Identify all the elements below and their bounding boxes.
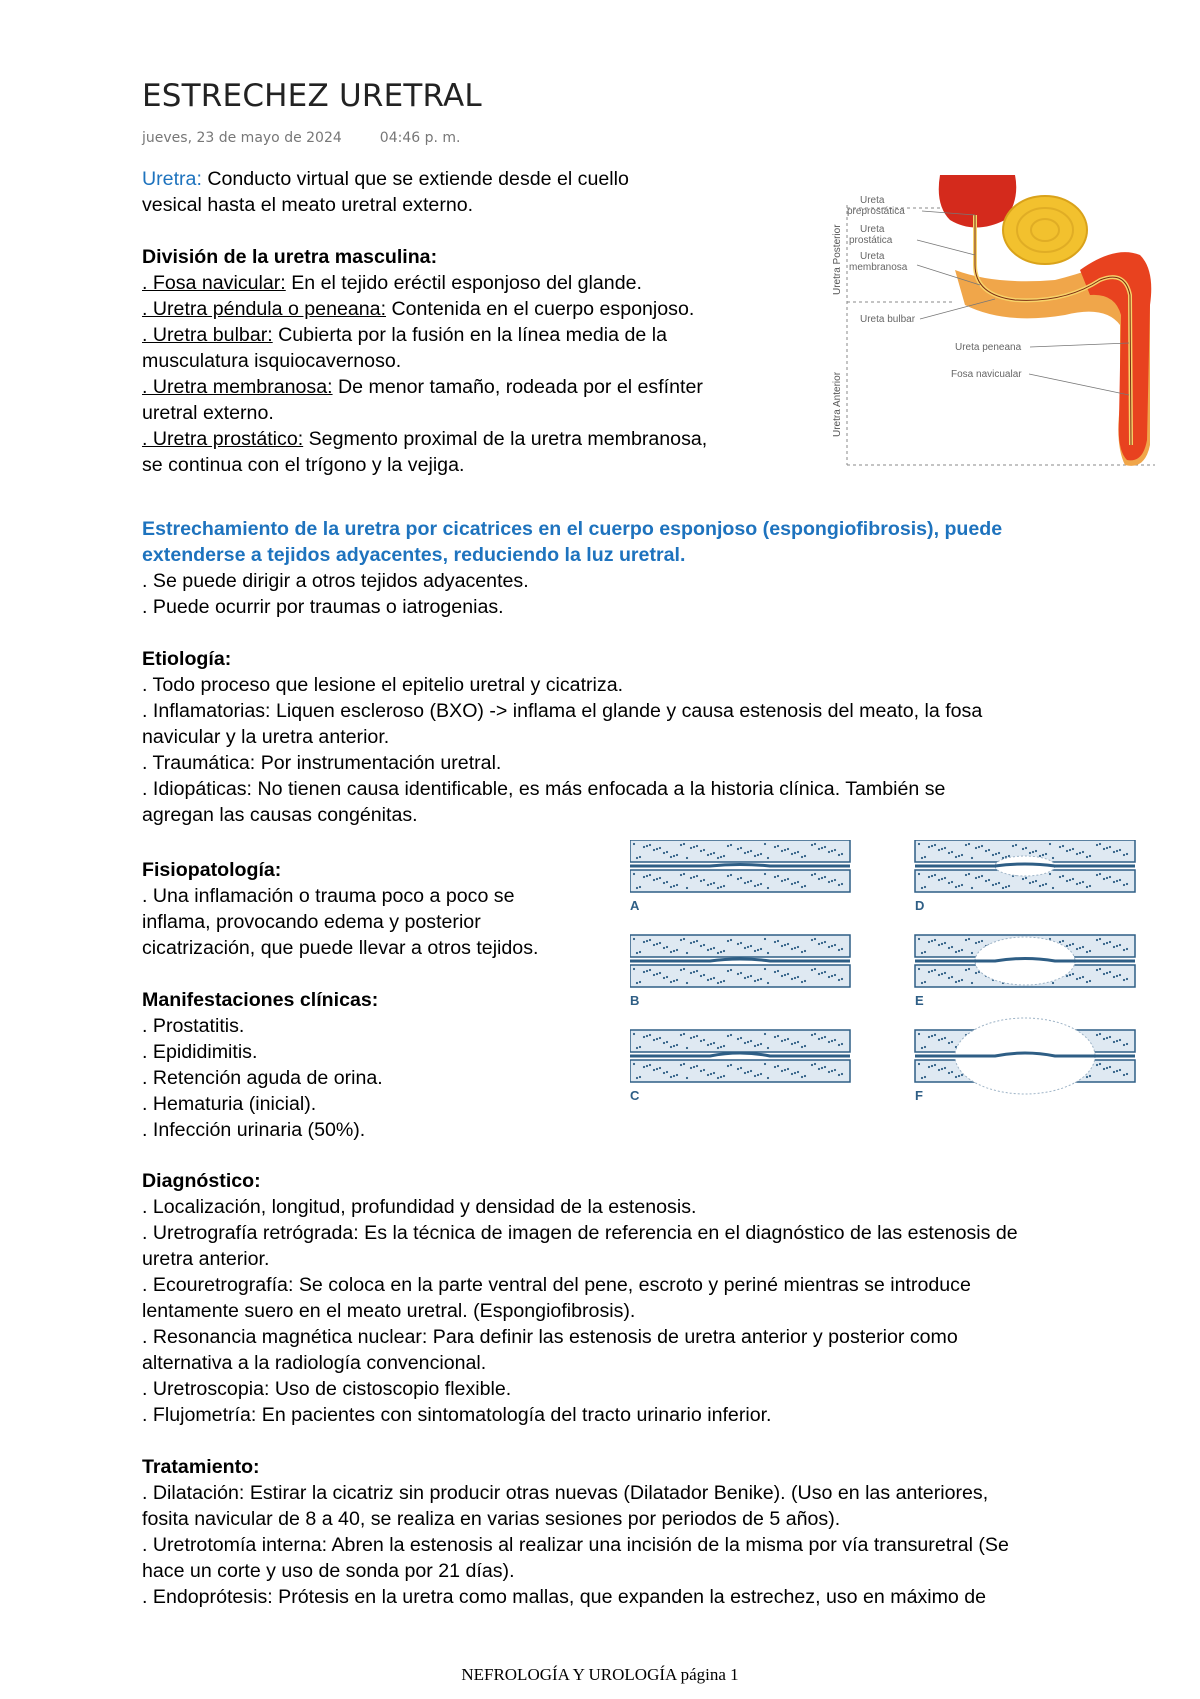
- list-item: . Prostatitis.: [142, 1015, 245, 1037]
- diagnostico-heading: Diagnóstico:: [142, 1170, 261, 1192]
- division-item: . Uretra bulbar: Cubierta por la fusión en la línea media de la: [142, 324, 667, 346]
- list-item: . Una inflamación o trauma poco a poco se: [142, 885, 515, 907]
- list-item: . Uretroscopia: Uso de cistoscopio flexible.: [142, 1378, 512, 1400]
- panel-letter: B: [630, 993, 640, 1008]
- etiologia-heading: Etiología:: [142, 648, 232, 670]
- list-item: . Endoprótesis: Prótesis en la uretra como mallas, que expanden la estrechez, uso en máximo de: [142, 1586, 987, 1608]
- list-item: . Hematuria (inicial).: [142, 1093, 317, 1115]
- division-item: . Uretra prostático: Segmento proximal de la uretra membranosa,: [142, 428, 708, 450]
- stricture-panel-d: [915, 840, 1135, 913]
- list-item: . Puede ocurrir por traumas o iatrogenias.: [142, 596, 504, 618]
- list-item: agregan las causas congénitas.: [142, 804, 418, 826]
- page-time: 04:46 p. m.: [379, 130, 461, 146]
- side-label-posterior: Uretra Posterior: [832, 224, 843, 295]
- urethra-anatomy-figure: [825, 175, 1155, 475]
- svg-text:Ureta peneana: Ureta peneana: [955, 342, 1022, 353]
- list-item: uretra anterior.: [142, 1248, 270, 1270]
- side-label-anterior: Uretra Anterior: [832, 371, 843, 437]
- estrechamiento-heading: Estrechamiento de la uretra por cicatrices en el cuerpo esponjoso (espongiofibrosis), puede: [142, 518, 1003, 540]
- list-item: . Infección urinaria (50%).: [142, 1119, 366, 1141]
- date-line: [142, 130, 460, 146]
- list-item: . Flujometría: En pacientes con sintomatología del tracto urinario inferior.: [142, 1404, 772, 1426]
- page-footer: NEFROLOGÍA Y UROLOGÍA página 1: [461, 1665, 739, 1684]
- list-item: . Resonancia magnética nuclear: Para definir las estenosis de uretra anterior y posterior como: [142, 1326, 958, 1348]
- page-title: ESTRECHEZ URETRAL: [142, 78, 482, 114]
- panel-letter: F: [915, 1088, 923, 1103]
- list-item: inflama, provocando edema y posterior: [142, 911, 481, 933]
- svg-text:membranosa: membranosa: [849, 262, 908, 273]
- list-item: . Todo proceso que lesione el epitelio uretral y cicatriza.: [142, 674, 624, 696]
- list-item: . Ecouretrografía: Se coloca en la parte ventral del pene, escroto y periné mientras se introduce: [142, 1274, 971, 1296]
- list-item: . Idiopáticas: No tienen causa identificable, es más enfocada a la historia clínica. También se: [142, 778, 946, 800]
- list-item: lentamente suero en el meato uretral. (Espongiofibrosis).: [142, 1300, 636, 1322]
- stricture-panel-b: [630, 935, 850, 1008]
- stricture-panel-a: [630, 840, 850, 913]
- section-estrechamiento: [142, 516, 1182, 828]
- panel-letter: E: [915, 993, 924, 1008]
- list-item: cicatrización, que puede llevar a otros tejidos.: [142, 937, 539, 959]
- stricture-panel-e: [915, 935, 1135, 1008]
- list-item: . Inflamatorias: Liquen escleroso (BXO) -> inflama el glande y causa estenosis del meato, la fosa: [142, 700, 983, 722]
- svg-text:prostática: prostática: [849, 235, 893, 246]
- list-item: hace un corte y uso de sonda por 21 días).: [142, 1560, 515, 1582]
- division-item-cont: musculatura isquiocavernoso.: [142, 350, 402, 372]
- section-diagnostico: [142, 1168, 1182, 1610]
- svg-text:Ureta: Ureta: [860, 251, 885, 262]
- list-item: navicular y la uretra anterior.: [142, 726, 390, 748]
- svg-text:Ureta bulbar: Ureta bulbar: [860, 314, 916, 325]
- list-item: alternativa a la radiología convencional.: [142, 1352, 487, 1374]
- uretra-definition: Uretra: Conducto virtual que se extiende desde el cuello: [142, 168, 629, 190]
- page-date: jueves, 23 de mayo de 2024: [142, 130, 342, 146]
- manifestaciones-heading: Manifestaciones clínicas:: [142, 989, 379, 1011]
- division-item: . Uretra péndula o peneana: Contenida en el cuerpo esponjoso.: [142, 298, 695, 320]
- panel-letter: D: [915, 898, 925, 913]
- uretra-definition-2: vesical hasta el meato uretral externo.: [142, 194, 474, 216]
- uretra-label: Uretra:: [142, 168, 202, 190]
- stricture-stages-figure: [630, 840, 1200, 1140]
- list-item: . Uretrotomía interna: Abren la estenosis al realizar una incisión de la misma por vía transuretral (Se: [142, 1534, 1009, 1556]
- division-item-cont: se continua con el trígono y la vejiga.: [142, 454, 465, 476]
- division-item: . Uretra membranosa: De menor tamaño, rodeada por el esfínter: [142, 376, 703, 398]
- svg-text:Ureta: Ureta: [860, 195, 885, 206]
- stricture-panel-c: [630, 1030, 850, 1103]
- tratamiento-heading: Tratamiento:: [142, 1456, 260, 1478]
- panel-letter: A: [630, 898, 640, 913]
- svg-text:Ureta: Ureta: [860, 224, 885, 235]
- list-item: . Se puede dirigir a otros tejidos adyacentes.: [142, 570, 529, 592]
- svg-text:Fosa navicualar: Fosa navicualar: [951, 369, 1022, 380]
- list-item: . Uretrografía retrógrada: Es la técnica de imagen de referencia en el diagnóstico de las estenosis de: [142, 1222, 1018, 1244]
- list-item: . Traumática: Por instrumentación uretral.: [142, 752, 502, 774]
- estrechamiento-heading-2: extenderse a tejidos adyacentes, reduciendo la luz uretral.: [142, 544, 686, 566]
- fisiopatologia-heading: Fisiopatología:: [142, 859, 282, 881]
- panel-letter: C: [630, 1088, 640, 1103]
- section-fisiopatologia: [142, 857, 612, 1143]
- list-item: . Dilatación: Estirar la cicatriz sin producir otras nuevas (Dilatador Benike). (Uso en las anteriores,: [142, 1482, 989, 1504]
- list-item: . Retención aguda de orina.: [142, 1067, 383, 1089]
- division-item: . Fosa navicular: En el tejido eréctil esponjoso del glande.: [142, 272, 642, 294]
- list-item: . Epididimitis.: [142, 1041, 258, 1063]
- list-item: fosita navicular de 8 a 40, se realiza en varias sesiones por periodos de 5 años).: [142, 1508, 841, 1530]
- division-heading: División de la uretra masculina:: [142, 246, 438, 268]
- list-item: . Localización, longitud, profundidad y densidad de la estenosis.: [142, 1196, 697, 1218]
- division-item-cont: uretral externo.: [142, 402, 274, 424]
- svg-text:preprostática: preprostática: [847, 206, 905, 217]
- stricture-panel-f: [915, 1018, 1135, 1103]
